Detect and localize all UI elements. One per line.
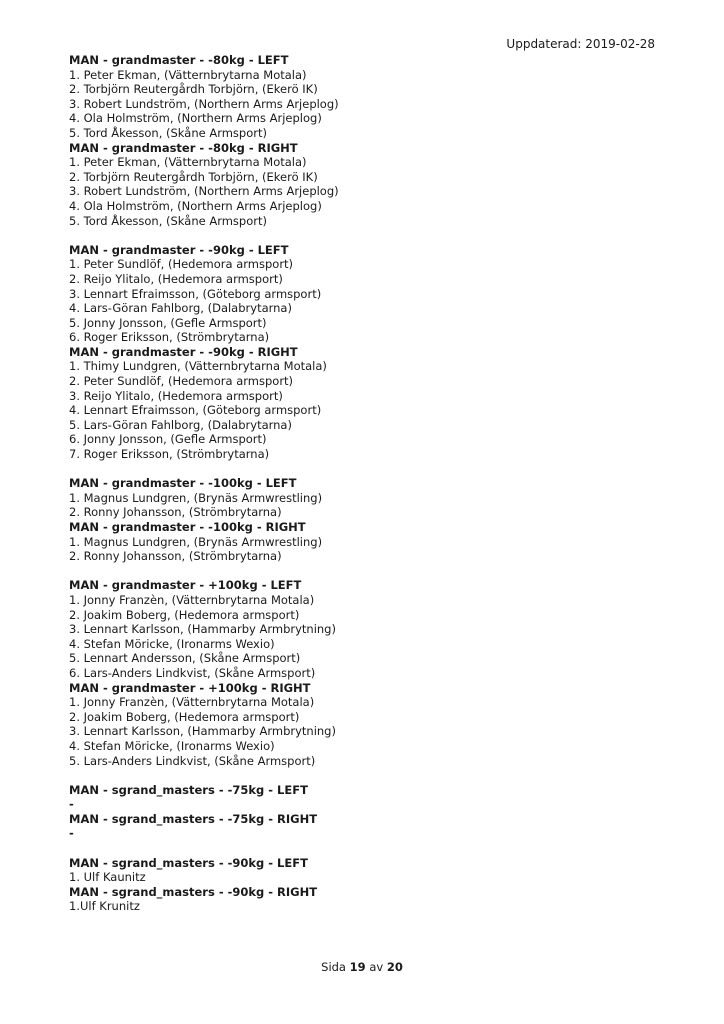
result-entry: 7. Roger Eriksson, (Strömbrytarna) <box>69 447 270 462</box>
category-section <box>69 681 669 769</box>
result-entry: 2. Joakim Boberg, (Hedemora armsport) <box>69 607 300 622</box>
result-entry: 4. Lars-Göran Fahlborg, (Dalabrytarna) <box>69 301 292 316</box>
result-entry: 5. Lars-Göran Fahlborg, (Dalabrytarna) <box>69 417 292 432</box>
result-entry: 3. Reijo Ylitalo, (Hedemora armsport) <box>69 388 283 403</box>
result-entry: 3. Robert Lundström, (Northern Arms Arjeplog) <box>69 96 339 111</box>
category-heading: MAN - grandmaster - -100kg - RIGHT <box>69 520 306 534</box>
result-entry: 4. Stefan Möricke, (Ironarms Wexio) <box>69 738 275 753</box>
result-entry: 3. Lennart Efraimsson, (Göteborg armsport) <box>69 286 322 301</box>
category-heading: MAN - sgrand_masters - -75kg - LEFT <box>69 782 308 797</box>
result-entry: 4. Ola Holmström, (Northern Arms Arjeplog) <box>69 111 322 126</box>
category-section <box>69 856 669 885</box>
footer-page-number: 19 <box>349 960 366 974</box>
category-heading: MAN - grandmaster - -90kg - RIGHT <box>69 344 298 359</box>
category-section <box>69 243 669 345</box>
result-entry: 2. Torbjörn Reutergårdh Torbjörn, (Ekerö IK) <box>69 169 318 184</box>
page-footer <box>0 960 724 974</box>
result-entry: 1. Magnus Lundgren, (Brynäs Armwrestling) <box>69 490 323 505</box>
result-entry: 3. Lennart Karlsson, (Hammarby Armbrytning) <box>69 622 336 637</box>
result-entry: 1. Peter Sundlöf, (Hedemora armsport) <box>69 257 294 272</box>
result-entry: - <box>69 826 74 841</box>
category-section <box>69 885 669 914</box>
result-entry: 2. Reijo Ylitalo, (Hedemora armsport) <box>69 271 283 286</box>
category-heading: MAN - grandmaster - -100kg - LEFT <box>69 476 297 491</box>
category-section <box>69 578 669 680</box>
category-heading: MAN - grandmaster - +100kg - LEFT <box>69 578 302 593</box>
result-entry: 2. Ronny Johansson, (Strömbrytarna) <box>69 505 282 520</box>
category-section <box>69 812 669 841</box>
category-section <box>69 345 669 462</box>
category-heading: MAN - grandmaster - -90kg - LEFT <box>69 242 289 257</box>
result-entry: 2. Peter Sundlöf, (Hedemora armsport) <box>69 374 294 389</box>
result-entry: 5. Lars-Anders Lindkvist, (Skåne Armsport) <box>69 753 316 768</box>
result-entry: 5. Lennart Andersson, (Skåne Armsport) <box>69 651 301 666</box>
result-entry: 1. Magnus Lundgren, (Brynäs Armwrestling) <box>69 534 323 549</box>
category-heading: MAN - grandmaster - +100kg - RIGHT <box>69 680 311 695</box>
category-heading: MAN - sgrand_masters - -90kg - RIGHT <box>69 884 318 899</box>
result-entry: 6. Lars-Anders Lindkvist, (Skåne Armsport) <box>69 665 316 680</box>
updated-date: Uppdaterad: 2019-02-28 <box>506 37 655 51</box>
results-list <box>69 53 669 914</box>
footer-prefix: Sida <box>321 960 346 974</box>
result-entry: 1. Thimy Lundgren, (Vätternbrytarna Motala) <box>69 359 327 374</box>
category-section <box>69 783 669 812</box>
category-section <box>69 53 669 141</box>
result-entry: 1.Ulf Krunitz <box>69 899 140 914</box>
result-entry: 1. Peter Ekman, (Vätternbrytarna Motala) <box>69 155 307 170</box>
result-entry: 1. Peter Ekman, (Vätternbrytarna Motala) <box>69 67 307 82</box>
category-section <box>69 520 669 564</box>
result-entry: 1. Jonny Franzèn, (Vätternbrytarna Motala) <box>69 695 315 710</box>
result-entry: 5. Tord Åkesson, (Skåne Armsport) <box>69 213 267 228</box>
result-entry: 2. Joakim Boberg, (Hedemora armsport) <box>69 709 300 724</box>
category-section <box>69 476 669 520</box>
result-entry: 2. Torbjörn Reutergårdh Torbjörn, (Ekerö IK) <box>69 82 318 97</box>
result-entry: 2. Ronny Johansson, (Strömbrytarna) <box>69 549 282 564</box>
result-entry: 4. Stefan Möricke, (Ironarms Wexio) <box>69 636 275 651</box>
result-entry: 4. Ola Holmström, (Northern Arms Arjeplog) <box>69 198 322 213</box>
category-heading: MAN - grandmaster - -80kg - RIGHT <box>69 140 298 155</box>
result-entry: 3. Robert Lundström, (Northern Arms Arjeplog) <box>69 184 339 199</box>
result-entry: 1. Ulf Kaunitz <box>69 870 146 885</box>
footer-middle: av <box>369 960 384 974</box>
result-entry: 5. Tord Åkesson, (Skåne Armsport) <box>69 125 267 140</box>
result-entry: 6. Jonny Jonsson, (Gefle Armsport) <box>69 432 267 447</box>
result-entry: 1. Jonny Franzèn, (Vätternbrytarna Motala) <box>69 592 315 607</box>
result-entry: 6. Roger Eriksson, (Strömbrytarna) <box>69 330 270 345</box>
category-heading: MAN - sgrand_masters - -75kg - RIGHT <box>69 811 318 826</box>
result-entry: 4. Lennart Efraimsson, (Göteborg armsport) <box>69 403 322 418</box>
category-heading: MAN - grandmaster - -80kg - LEFT <box>69 53 289 67</box>
category-heading: MAN - sgrand_masters - -90kg - LEFT <box>69 855 308 870</box>
footer-total-pages: 20 <box>386 960 403 974</box>
result-entry: - <box>69 797 74 812</box>
result-entry: 3. Lennart Karlsson, (Hammarby Armbrytning) <box>69 724 336 739</box>
result-entry: 5. Jonny Jonsson, (Gefle Armsport) <box>69 315 267 330</box>
category-section <box>69 141 669 229</box>
